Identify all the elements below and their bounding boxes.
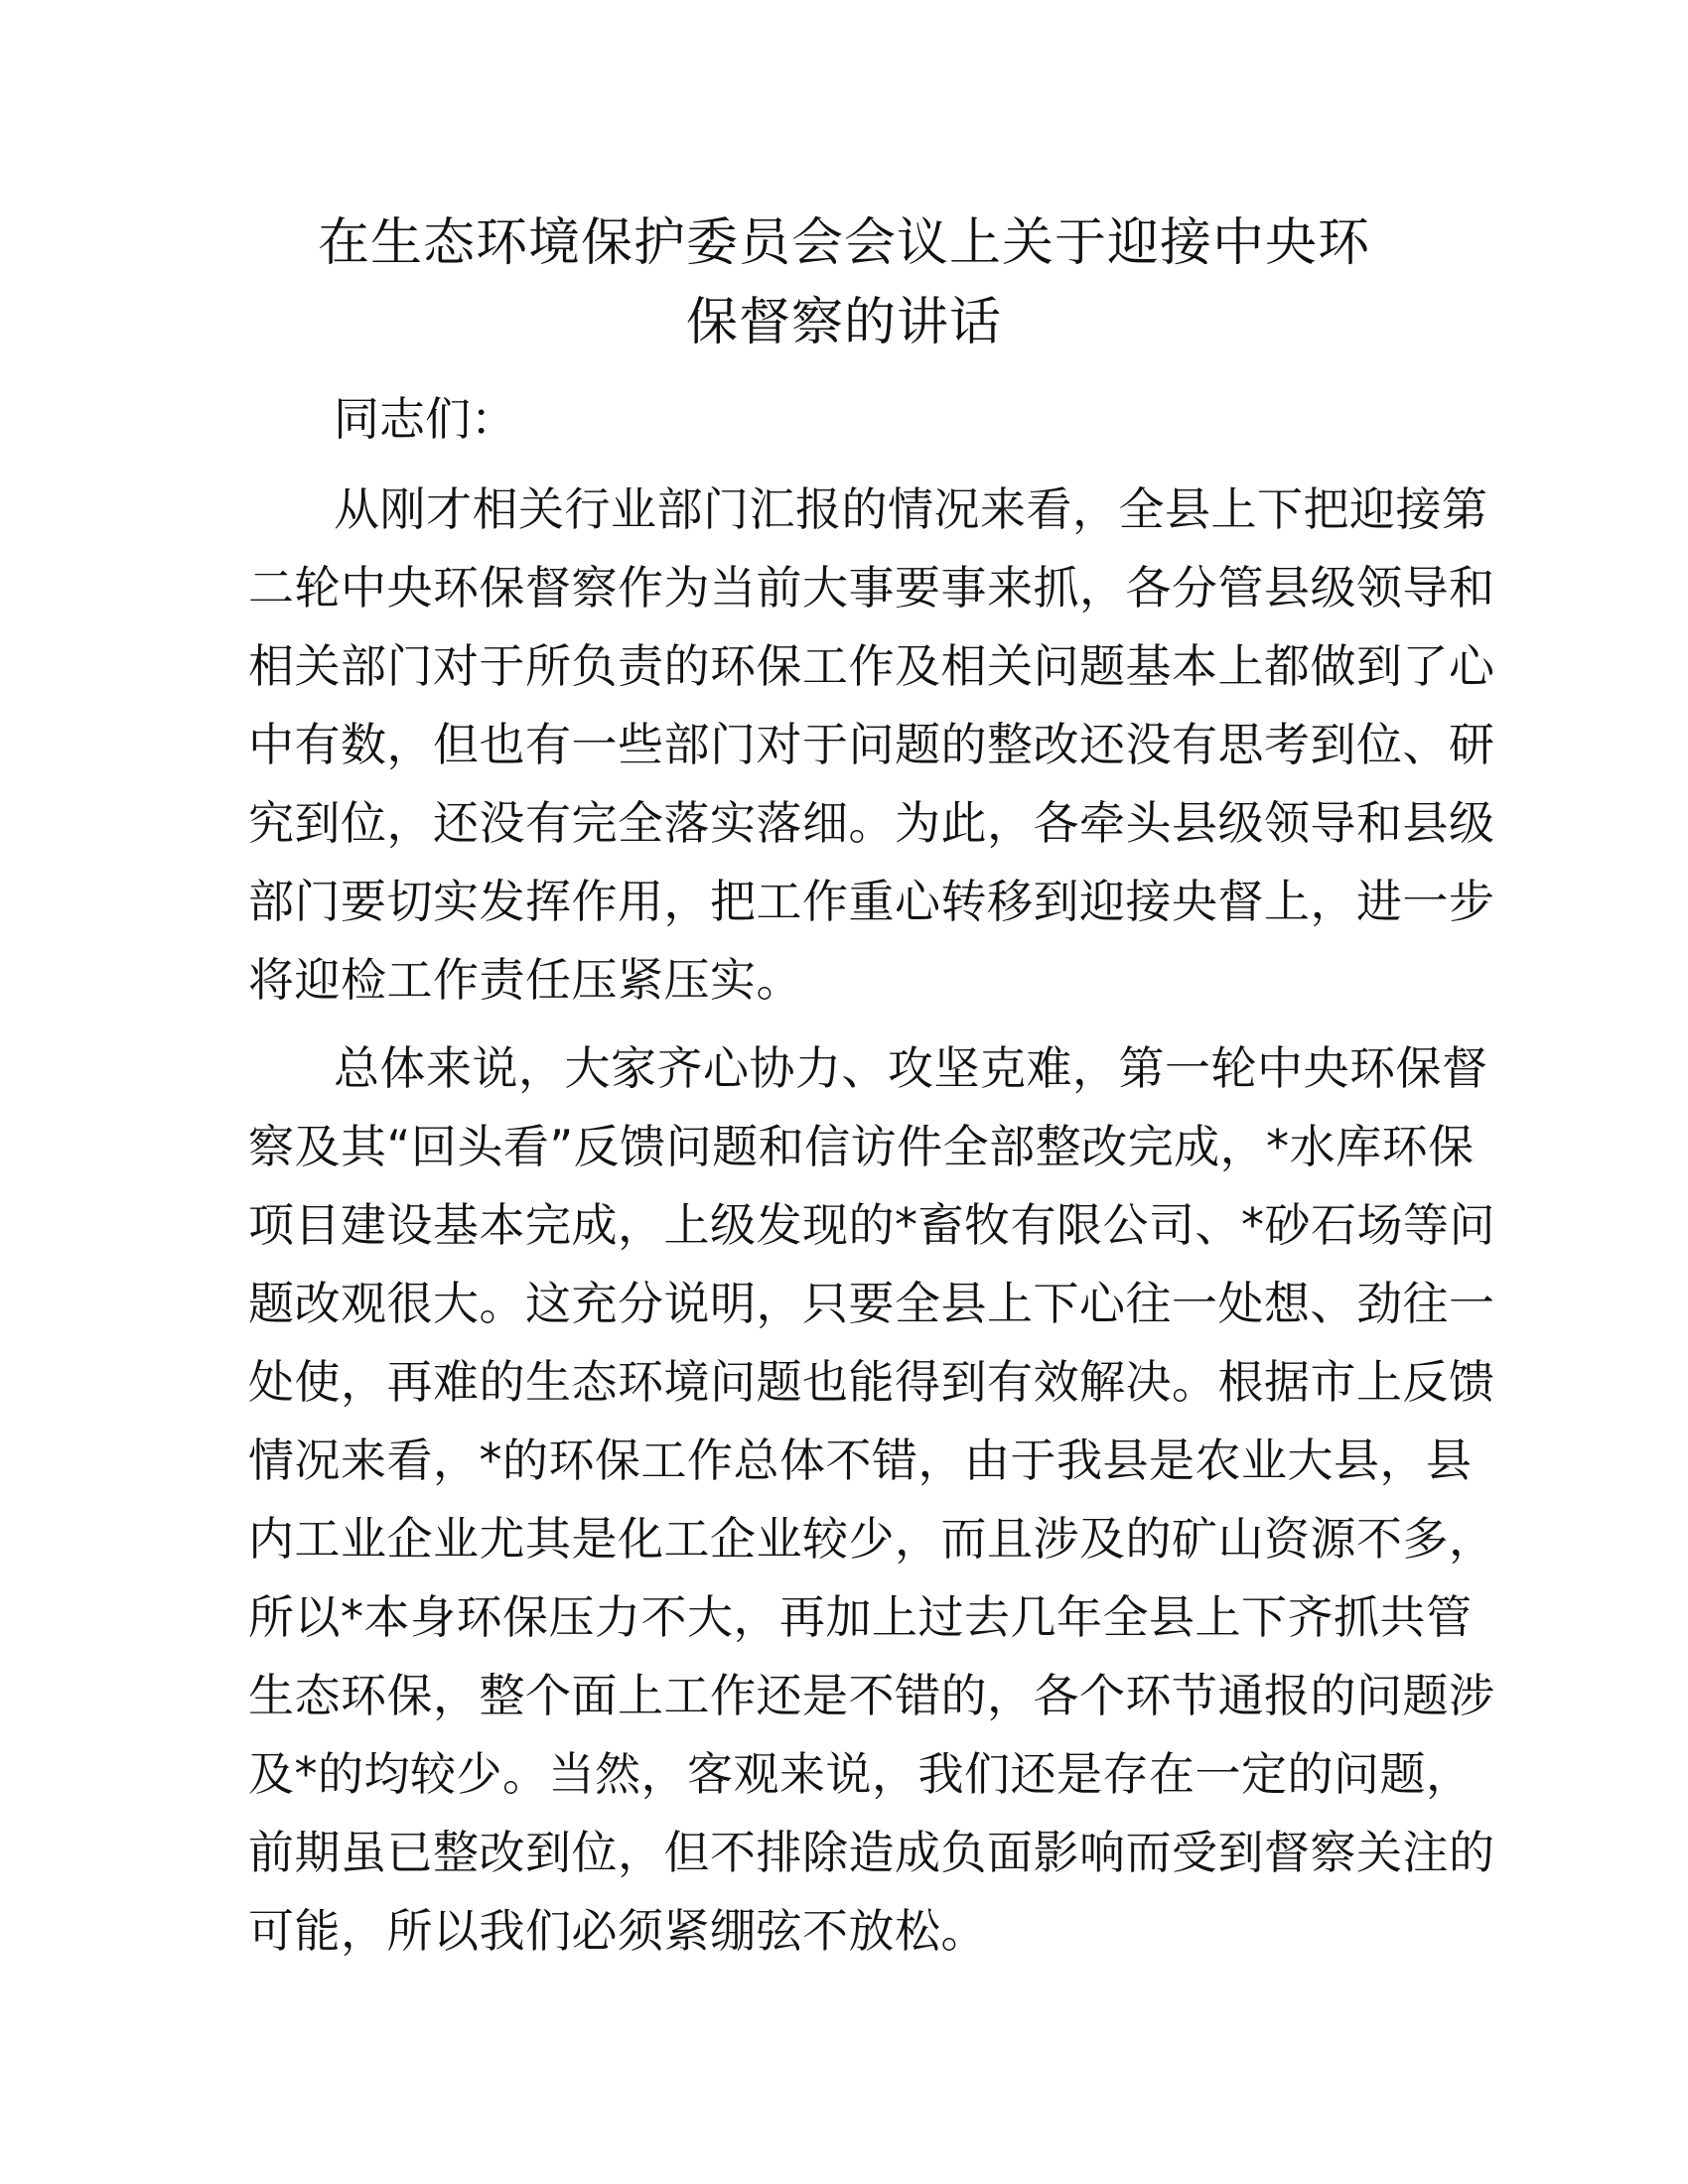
paragraph-line: 察及其“回头看”反馈问题和信访件全部整改完成，*水库环保: [248, 1120, 1475, 1173]
paragraph-line: 内工业企业尤其是化工企业较少，而且涉及的矿山资源不多，: [248, 1512, 1495, 1566]
document-title: [248, 204, 1440, 362]
paragraph-line: 题改观很大。这充分说明，只要全县上下心往一处想、劲往一: [248, 1277, 1495, 1330]
paragraph-line: 及*的均较少。当然，客观来说，我们还是存在一定的问题，: [248, 1747, 1473, 1801]
paragraph-gap: [248, 1020, 1440, 1029]
paragraph-line: 二轮中央环保督察作为当前大事要事来抓，各分管县级领导和: [248, 561, 1495, 614]
paragraph-1: [248, 471, 1495, 1020]
paragraph-line: 相关部门对于所负责的环保工作及相关问题基本上都做到了心: [248, 639, 1495, 693]
paragraph-line: 将迎检工作责任压紧压实。: [248, 953, 802, 1007]
title-line: 在生态环境保护委员会会议上关于迎接中央环: [317, 213, 1370, 273]
paragraph-line: 生态环保，整个面上工作还是不错的，各个环节通报的问题涉: [248, 1669, 1495, 1722]
paragraph-line: 从刚才相关行业部门汇报的情况来看，全县上下把迎接第: [334, 482, 1488, 536]
title-line: 保督察的讲话: [685, 293, 1002, 352]
paragraph-2: [248, 1029, 1495, 1971]
document-page: [248, 204, 1495, 1971]
paragraph-line: 可能，所以我们必须紧绷弦不放松。: [248, 1904, 987, 1958]
greeting: 同志们：: [334, 392, 516, 446]
paragraph-line: 处使，再难的生态环境问题也能得到有效解决。根据市上反馈: [248, 1355, 1495, 1409]
paragraph-line: 中有数，但也有一些部门对于问题的整改还没有思考到位、研: [248, 718, 1495, 771]
paragraph-line: 部门要切实发挥作用，把工作重心转移到迎接央督上，进一步: [248, 875, 1495, 928]
paragraph-line: 总体来说，大家齐心协力、攻坚克难，第一轮中央环保督: [334, 1041, 1488, 1095]
paragraph-line: 项目建设基本完成，上级发现的*畜牧有限公司、*砂石场等问: [248, 1198, 1495, 1252]
paragraph-line: 究到位，还没有完全落实落细。为此，各牵头县级领导和县级: [248, 796, 1495, 850]
paragraph-line: 前期虽已整改到位，但不排除造成负面影响而受到督察关注的: [248, 1826, 1495, 1879]
paragraph-line: 所以*本身环保压力不大，再加上过去几年全县上下齐抓共管: [248, 1590, 1473, 1644]
paragraph-line: 情况来看，*的环保工作总体不错，由于我县是农业大县，县: [248, 1433, 1473, 1487]
